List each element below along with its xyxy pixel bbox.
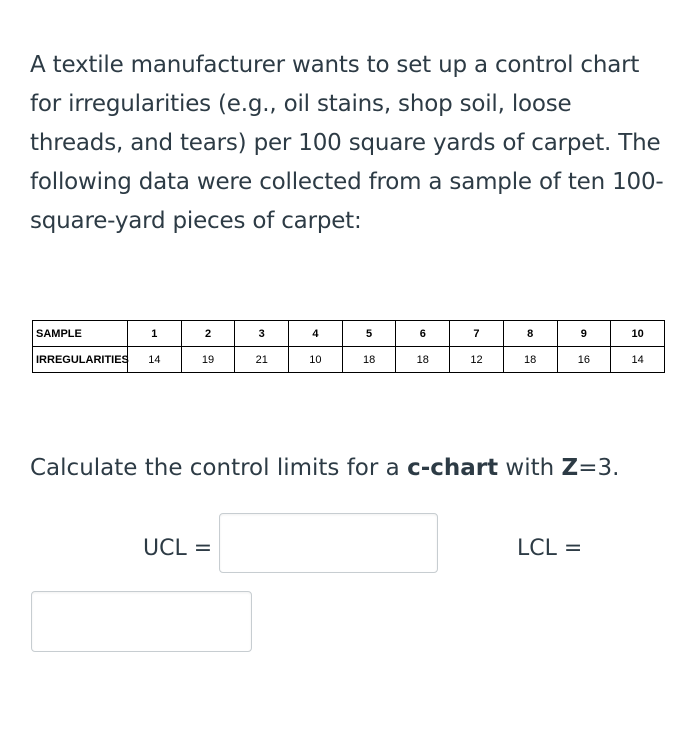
instruction-before: Calculate the control limits for a — [30, 455, 408, 481]
sample-number: 9 — [557, 321, 611, 347]
sample-number: 10 — [611, 321, 665, 347]
sample-header: SAMPLE — [33, 321, 128, 347]
z-symbol: Z — [561, 455, 579, 481]
sample-number: 2 — [181, 321, 235, 347]
irregularities-header: IRREGULARITIES — [33, 347, 128, 373]
sample-number: 4 — [289, 321, 343, 347]
irregularities-row — [33, 347, 665, 373]
irregularity-count: 16 — [557, 347, 611, 373]
sample-number: 3 — [235, 321, 289, 347]
lcl-label: LCL = — [517, 536, 583, 561]
irregularity-count: 19 — [181, 347, 235, 373]
irregularity-count: 14 — [611, 347, 665, 373]
sample-number: 6 — [396, 321, 450, 347]
irregularity-count: 18 — [396, 347, 450, 373]
chart-type: c-chart — [407, 455, 499, 481]
ucl-input[interactable] — [219, 513, 438, 573]
instruction-text — [30, 455, 619, 481]
irregularity-count: 10 — [289, 347, 343, 373]
question-text: A textile manufacturer wants to set up a control chart for irregularities (e.g., oil stains, shop soil, loose threads, and tears) per 100 square yards of carpet. The following data were collected from a sample of ten 100-square-yard pieces of carpet: — [30, 52, 664, 234]
data-table — [32, 320, 665, 373]
instruction-after: =3. — [578, 455, 620, 481]
sample-number: 8 — [503, 321, 557, 347]
irregularity-count: 18 — [342, 347, 396, 373]
sample-number: 1 — [128, 321, 182, 347]
sample-row — [33, 321, 665, 347]
irregularity-count: 21 — [235, 347, 289, 373]
irregularity-count: 18 — [503, 347, 557, 373]
lcl-input[interactable] — [31, 591, 252, 652]
instruction-middle: with — [498, 455, 562, 481]
irregularity-count: 14 — [128, 347, 182, 373]
irregularity-count: 12 — [450, 347, 504, 373]
sample-number: 7 — [450, 321, 504, 347]
ucl-label: UCL = — [143, 536, 213, 561]
sample-number: 5 — [342, 321, 396, 347]
